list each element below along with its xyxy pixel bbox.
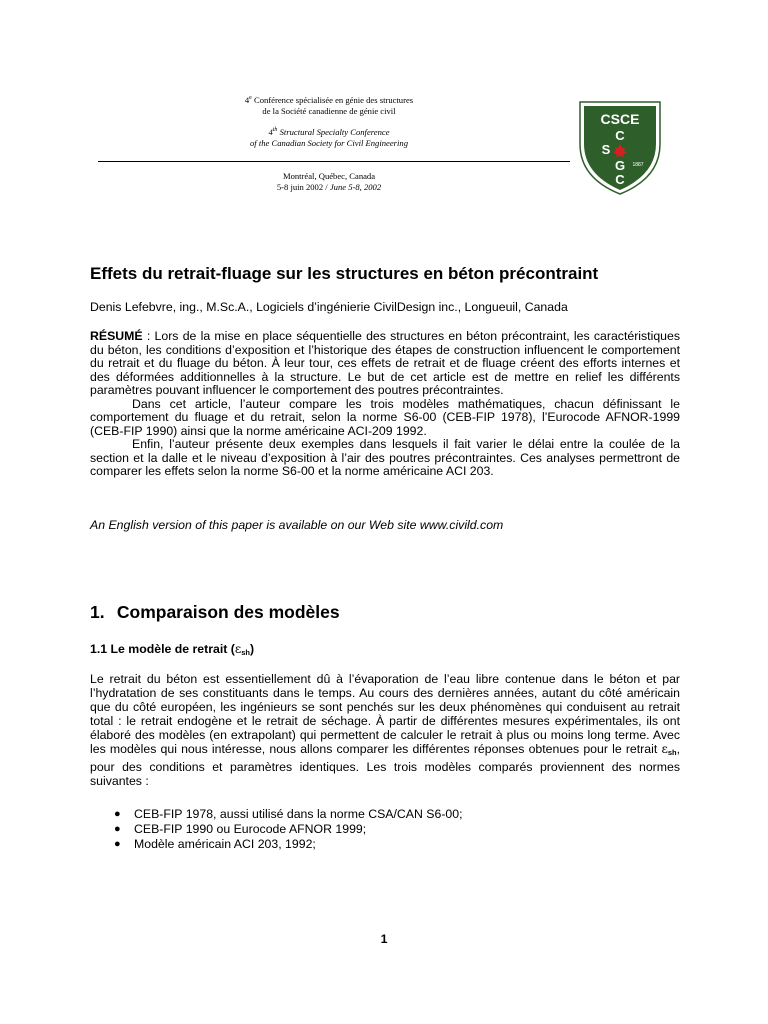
conference-fr-line1: 4e Conférence spécialisée en génie des structures	[244, 95, 414, 105]
section-body-paragraph: Le retrait du béton est essentiellement dû à l’évaporation de l’eau libre contenue dans le béton et par l’hydratation de ses constituants dans le temps. Au cours des dernières années, autant du côté américain que du côté européen, les ingénieurs se sont penchés sur les deux phénomènes qui conduisent au retrait total : le retrait endogène et le retrait de séchage. À partir de différentes mesures expérimentales, ils ont élaboré des modèles (en extrapolant) qui permettent de calculer le retrait à plus ou moins long terme. Avec les modèles qui nous intéresse, nous allons comparer les différentes réponses obtenues pour le retrait $\varepsilon_{sh}$, pour des conditions et paramètres identiques. Les trois modèles comparés proviennent des normes suivantes :	[90, 672, 680, 788]
conference-en-line2: of the Canadian Society for Civil Engineering	[249, 138, 408, 148]
conference-fr-line2: de la Société canadienne de génie civil	[262, 106, 396, 116]
abstract-paragraph-2: Dans cet article, l’auteur compare les trois modèles mathématiques, chacun définissant le comportement du fluage et du retrait, selon la norme S6-00 (CEB-FIP 1978), l’Eurocode AFNOR-1999 (CEB-FIP 1990) ainsi que la norme américaine ACI-209 1992.	[90, 396, 680, 438]
abstract-paragraph-3: Enfin, l’auteur présente deux exemples dans lesquels il fait varier le délai entre la coulée de la section et la dalle et le niveau d’exposition à l’air des poutres précontraintes. Ces analyses permettront de comparer les effets selon la norme S6-00 et la norme américaine ACI 203.	[90, 437, 680, 478]
conference-en-line1: 4th Structural Specialty Conference	[268, 127, 390, 137]
logo-letters-top: CSCE	[600, 111, 640, 127]
bullet-icon: ●	[114, 808, 121, 820]
logo-letter-c2: C	[615, 172, 625, 187]
csce-logo	[578, 98, 662, 196]
header-divider	[98, 161, 570, 162]
conference-header-fr	[90, 95, 568, 117]
subsection-heading: 1.1 Le modèle de retrait $(\varepsilon_{sh})$	[90, 642, 255, 657]
abstract-label: RÉSUMÉ	[90, 329, 143, 343]
logo-year: 1887	[632, 162, 644, 168]
conference-location: Montréal, Québec, Canada	[282, 171, 376, 181]
bullet-icon: ●	[114, 823, 121, 835]
section-heading	[90, 602, 340, 623]
page-number: 1	[380, 932, 388, 946]
conference-date: 5-8 juin 2002 / June 5-8, 2002	[276, 182, 382, 192]
bullet-icon: ●	[114, 838, 121, 850]
list-item: ● CEB-FIP 1990 ou Eurocode AFNOR 1999;	[114, 822, 367, 836]
conference-location-date	[90, 171, 568, 193]
models-list	[90, 807, 680, 852]
conference-header-en	[90, 127, 568, 149]
logo-letter-c1: C	[615, 128, 625, 143]
paper-title: Effets du retrait-fluage sur les structures en béton précontraint	[90, 264, 599, 283]
logo-letter-g: G	[614, 158, 626, 173]
list-item: ● Modèle américain ACI 203, 1992;	[114, 837, 316, 851]
paper-authors: Denis Lefebvre, ing., M.Sc.A., Logiciels d’ingénierie CivilDesign inc., Longueuil, Canada	[90, 300, 568, 314]
abstract	[90, 330, 680, 479]
list-item: ● CEB-FIP 1978, aussi utilisé dans la norme CSA/CAN S6-00;	[114, 807, 463, 821]
english-version-note: An English version of this paper is available on our Web site www.civild.com	[90, 518, 504, 532]
section-title: Comparaison des modèles	[116, 602, 340, 622]
section-number: 1.	[90, 602, 105, 622]
logo-letter-s: S	[601, 142, 611, 157]
abstract-paragraph-1: RÉSUMÉ : Lors de la mise en place séquentielle des structures en béton précontraint, les caractéristiques du béton, les conditions d’exposition et l’historique des étapes de construction influencent le comportement du retrait et du fluage du béton. À leur tour, ces effets de retrait et de fluage créent des efforts internes et des déformées additionnelles à la structure. Le but de cet article est de mettre en relief les différents paramètres pouvant influencer le comportement des poutres précontraintes.	[90, 329, 680, 397]
